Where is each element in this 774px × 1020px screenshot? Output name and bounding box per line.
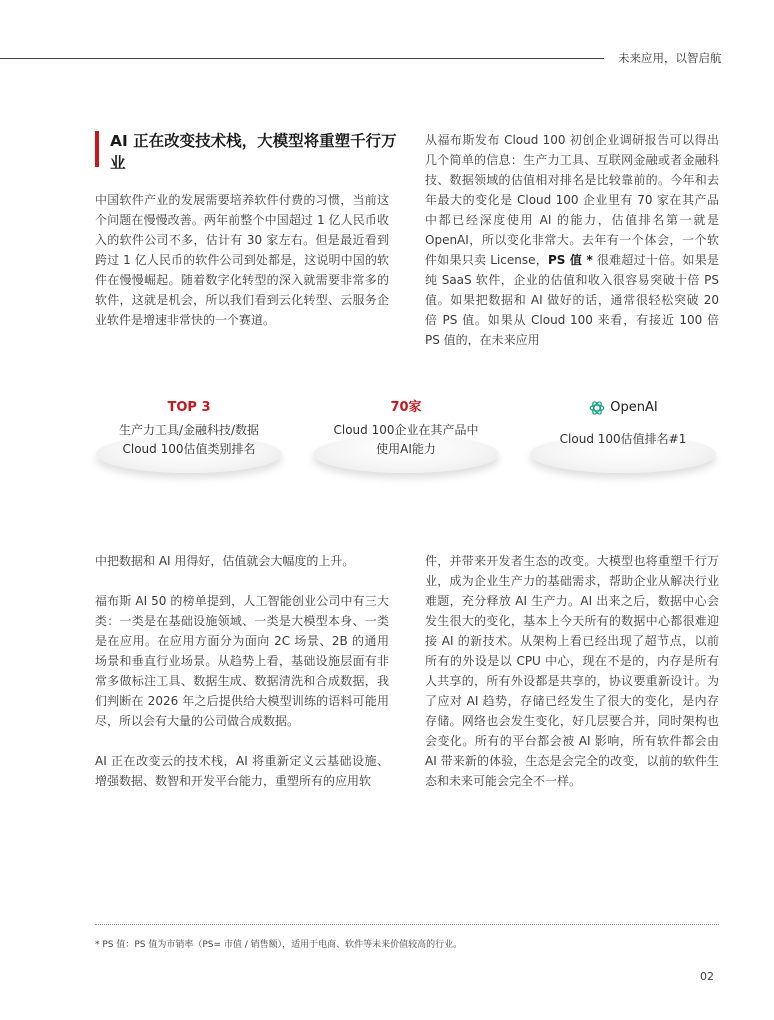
stat-card-70 bbox=[311, 395, 501, 459]
paragraph-right-intro bbox=[425, 130, 719, 350]
stat-line: Cloud 100估值类别排名 bbox=[122, 442, 256, 456]
paragraph-right-intro-b: 很难超过十倍。如果是纯 SaaS 软件，企业的估值和收入很容易突破十倍 PS 值。如果把数据和 AI 做好的话，通常很轻松突破 20 倍 PS 值。如果从 Cloud 100 来看，有接近 100 倍 PS 值的，在未来应用 bbox=[425, 253, 719, 347]
stat-heading-openai bbox=[528, 395, 718, 421]
paragraph-right-continuation: 件，并带来开发者生态的改变。大模型也将重塑千行万业，成为企业生产力的基础需求，帮助企业从解决行业难题，充分释放 AI 生产力。AI 出来之后，数据中心会发生很大的变化，基本上今天所有的数据中心都很难迎接 AI 的新技术。从架构上看已经出现了超节点，以前所有的外设是以 CPU 中心，现在不是的，内存是所有人共享的，所有外设都是共享的，协议要重新设计。为了应对 AI 趋势，存储已经发生了很大的变化，是内存存储。网络也会发生变化，好几层要合并，同时架构也会变化。所有的平台都会被 AI 影响，所有软件都会由 AI 带来新的体验，生态是会完全的改变，以前的软件生态和未来可能会完全不一样。 bbox=[425, 554, 719, 788]
ps-value-term: PS 值 * bbox=[547, 253, 593, 267]
header-rule bbox=[0, 58, 604, 59]
section-title: AI 正在改变技术栈，大模型将重塑千行万业 bbox=[110, 132, 397, 172]
stat-description bbox=[528, 430, 718, 449]
paragraph-tech-stack: AI 正在改变云的技术栈，AI 将重新定义云基础设施、增强数据、数智和开发平台能力，重塑所有的应用软 bbox=[95, 754, 389, 788]
openai-wordmark: OpenAI bbox=[610, 400, 658, 415]
openai-logo-icon bbox=[588, 399, 606, 417]
stat-line: 使用AI能力 bbox=[376, 442, 436, 456]
footnote: * PS 值：PS 值为市销率（PS= 市值 / 销售额），适用于电商、软件等未来价值较高的行业。 bbox=[95, 940, 463, 950]
stat-description bbox=[94, 421, 284, 459]
paragraph-right-intro-a: 从福布斯发布 Cloud 100 初创企业调研报告可以得出几个简单的信息：生产力工具、互联网金融或者金融科技、数据领域的估值相对排名是比较靠前的。今年和去年最大的变化是 Cloud 100 企业里有 70 家在其产品中都已经深度使用 AI 的能力，估值排名第一就是 OpenAI，所以变化非常大。去年有一个体会，一个软件如果只卖 License， bbox=[425, 133, 719, 267]
stat-card-openai bbox=[528, 395, 718, 449]
stat-description bbox=[311, 421, 501, 459]
paragraph-left-intro: 中国软件产业的发展需要培养软件付费的习惯，当前这个问题在慢慢改善。两年前整个中国超过 1 亿人民币收入的软件公司不多，估计有 30 家左右。但是最近看到跨过 1 亿人民币的软件公司到处都是，这说明中国的软件在慢慢崛起。随着数字化转型的深入就需要非常多的软件，这就是机会，所以我们看到云化转型、云服务企业软件是增速非常快的一个赛道。 bbox=[95, 193, 389, 327]
stat-card-top3 bbox=[94, 395, 284, 459]
stat-line: Cloud 100估值排名#1 bbox=[559, 432, 687, 446]
paragraph-left-continuation: 中把数据和 AI 用得好，估值就会大幅度的上升。 bbox=[95, 554, 355, 568]
stat-line: Cloud 100企业在其产品中 bbox=[333, 423, 479, 437]
stat-heading: 70家 bbox=[390, 400, 422, 415]
page-number: 02 bbox=[700, 970, 714, 983]
section-accent-bar bbox=[95, 131, 99, 167]
stat-line: 生产力工具/金融科技/数据 bbox=[118, 423, 260, 437]
header-tagline: 未来应用，以智启航 bbox=[618, 51, 722, 65]
stat-heading: TOP 3 bbox=[167, 400, 211, 415]
footnote-divider bbox=[95, 924, 719, 925]
paragraph-ai50: 福布斯 AI 50 的榜单提到，人工智能创业公司中有三大类：一类是在基础设施领域、一类是大模型本身、一类是在应用。在应用方面分为面向 2C 场景、2B 的通用场景和垂直行业场景。从趋势上看，基础设施层面有非常多做标注工具、数据生成、数据清洗和合成数据，我们判断在 2026 年之后提供给大模型训练的语料可能用尽，所以会有大量的公司做合成数据。 bbox=[95, 594, 389, 728]
